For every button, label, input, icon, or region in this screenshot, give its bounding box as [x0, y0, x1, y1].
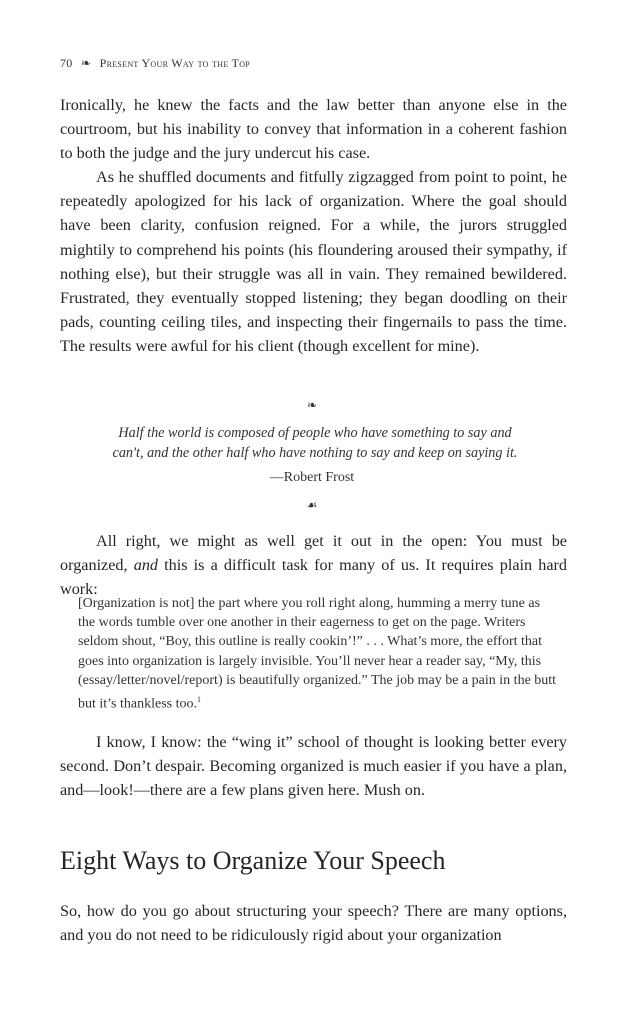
footnote-marker: 1 [197, 695, 201, 705]
running-title: Present Your Way to the Top [99, 56, 251, 70]
epigraph-attribution: —Robert Frost [269, 470, 355, 485]
paragraph-3 [60, 529, 567, 601]
paragraph-5-block [60, 899, 567, 947]
opening-paragraphs [60, 93, 567, 358]
epigraph-line-2: can't, and the other half who have nothing to say and keep on saying it. [112, 445, 518, 461]
paragraph-3-before: All right, we might as well get it out in the open: You must be organized, [60, 532, 567, 575]
block-quote [78, 594, 558, 714]
paragraph-4: I know, I know: the “wing it” school of thought is looking better every second. Don’t despair. Becoming organized is much easier if you have a plan, and—look!—there are a few plans given here. Mush on. [60, 733, 567, 800]
ornament-bottom: ☙ [306, 498, 318, 512]
ornament-top: ❧ [306, 398, 318, 412]
paragraph-4-block [60, 730, 567, 802]
paragraph-2: As he shuffled documents and fitfully zigzagged from point to point, he repeatedly apologized for his lack of organization. Where the goal should have been clarity, confusion reigned. For a while, the jurors struggled mightily to comprehend his points (his floundering aroused their sympathy, if nothing else), but their struggle was all in vain. They remained bewildered. Frustrated, they eventually stopped listening; they began doodling on their pads, counting ceiling tiles, and inspecting their fingernails to pass the time. The results were awful for his client (though excellent for mine). [60, 168, 567, 355]
running-header [60, 56, 250, 71]
epigraph-quote [80, 423, 550, 463]
header-ornament: ❧ [80, 56, 92, 70]
paragraph-1: Ironically, he knew the facts and the law better than anyone else in the courtroom, but his inability to convey that information in a coherent fashion to both the judge and the jury undercut his case. [60, 96, 567, 163]
page-number: 70 [60, 56, 73, 70]
paragraph-5: So, how do you go about structuring your speech? There are many options, and you do not need to be ridiculously rigid about your organization [60, 902, 567, 945]
paragraph-3-after: this is a difficult task for many of us. It requires plain hard work: [60, 556, 567, 599]
section-heading: Eight Ways to Organize Your Speech [60, 846, 446, 875]
block-quote-text: [Organization is not] the part where you roll right along, humming a merry tune as the words tumble over one another in their eagerness to get on the page. Writers seldom shout, “Boy, this outline is really cookin’!” . . . What’s more, the effort that goes into organization is largely invisible. You’ll never hear a reader say, “My, this (essay/letter/novel/report) is beautifully organized.” The job may be a pain in the butt but it’s thankless too. [78, 596, 557, 712]
epigraph-line-1: Half the world is composed of people who have something to say and [118, 425, 512, 441]
paragraph-3-emphasis: and [133, 556, 158, 575]
